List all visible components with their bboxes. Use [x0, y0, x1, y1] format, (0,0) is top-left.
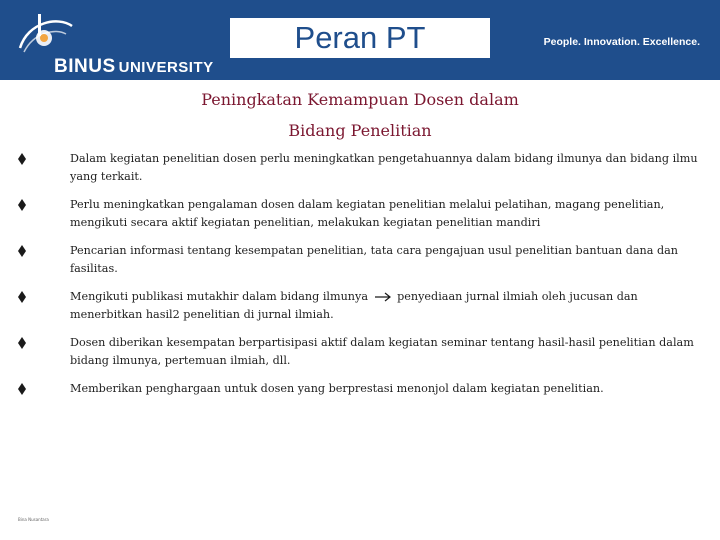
slide-subtitle — [140, 84, 580, 146]
bullet-item — [18, 380, 703, 416]
diamond-bullet-icon — [18, 291, 26, 303]
footer-note: Bina Nusantara — [18, 517, 49, 522]
bullet-item — [18, 288, 703, 324]
bullet-item — [18, 334, 703, 370]
subtitle-line-1: Peningkatan Kemampuan Dosen dalam — [201, 90, 519, 109]
diamond-bullet-icon — [18, 153, 26, 165]
slide-title: Peran PT — [230, 18, 490, 58]
bullet-text: Memberikan penghargaan untuk dosen yang berprestasi menonjol dalam kegiatan penelitian. — [70, 382, 604, 395]
diamond-bullet-icon — [18, 199, 26, 211]
diamond-bullet-icon — [18, 383, 26, 395]
bullet-item — [18, 196, 703, 232]
binus-logo — [14, 12, 214, 77]
bullet-text-before-arrow: Mengikuti publikasi mutakhir dalam bidang ilmunya — [70, 290, 368, 303]
logo-brand: BINUS — [54, 56, 116, 77]
diamond-bullet-icon — [18, 337, 26, 349]
bullet-text: Pencarian informasi tentang kesempatan penelitian, tata cara pengajuan usul penelitian bantuan dana dan fasilitas. — [70, 244, 679, 275]
bullet-text-after-arrow: penyediaan jurnal ilmiah oleh jucusan dan menerbitkan hasil2 penelitian di jurnal ilmiah. — [70, 290, 638, 321]
header-bar — [0, 0, 720, 80]
bullet-item — [18, 242, 703, 278]
bullet-list — [18, 150, 703, 416]
bullet-text: Dalam kegiatan penelitian dosen perlu meningkatkan pengetahuannya dalam bidang ilmunya dan bidang ilmu yang terkait. — [70, 152, 698, 183]
logo-suffix: UNIVERSITY — [118, 59, 214, 76]
bullet-text: Perlu meningkatkan pengalaman dosen dalam kegiatan penelitian melalui pelatihan, magang penelitian, mengikuti secara aktif kegiatan penelitian, melakukan kegiatan penelitian mandiri — [70, 198, 665, 229]
tagline: People. Innovation. Excellence. — [543, 36, 700, 48]
bullet-text: Dosen diberikan kesempatan berpartisipasi aktif dalam kegiatan seminar tentang hasil-hasil penelitian dalam bidang ilmunya, pertemuan ilmiah, dll. — [70, 336, 694, 367]
bullet-item — [18, 150, 703, 186]
logo-wordmark — [54, 57, 214, 76]
diamond-bullet-icon — [18, 245, 26, 257]
right-arrow-icon — [374, 292, 392, 302]
subtitle-line-2: Bidang Penelitian — [288, 121, 432, 140]
